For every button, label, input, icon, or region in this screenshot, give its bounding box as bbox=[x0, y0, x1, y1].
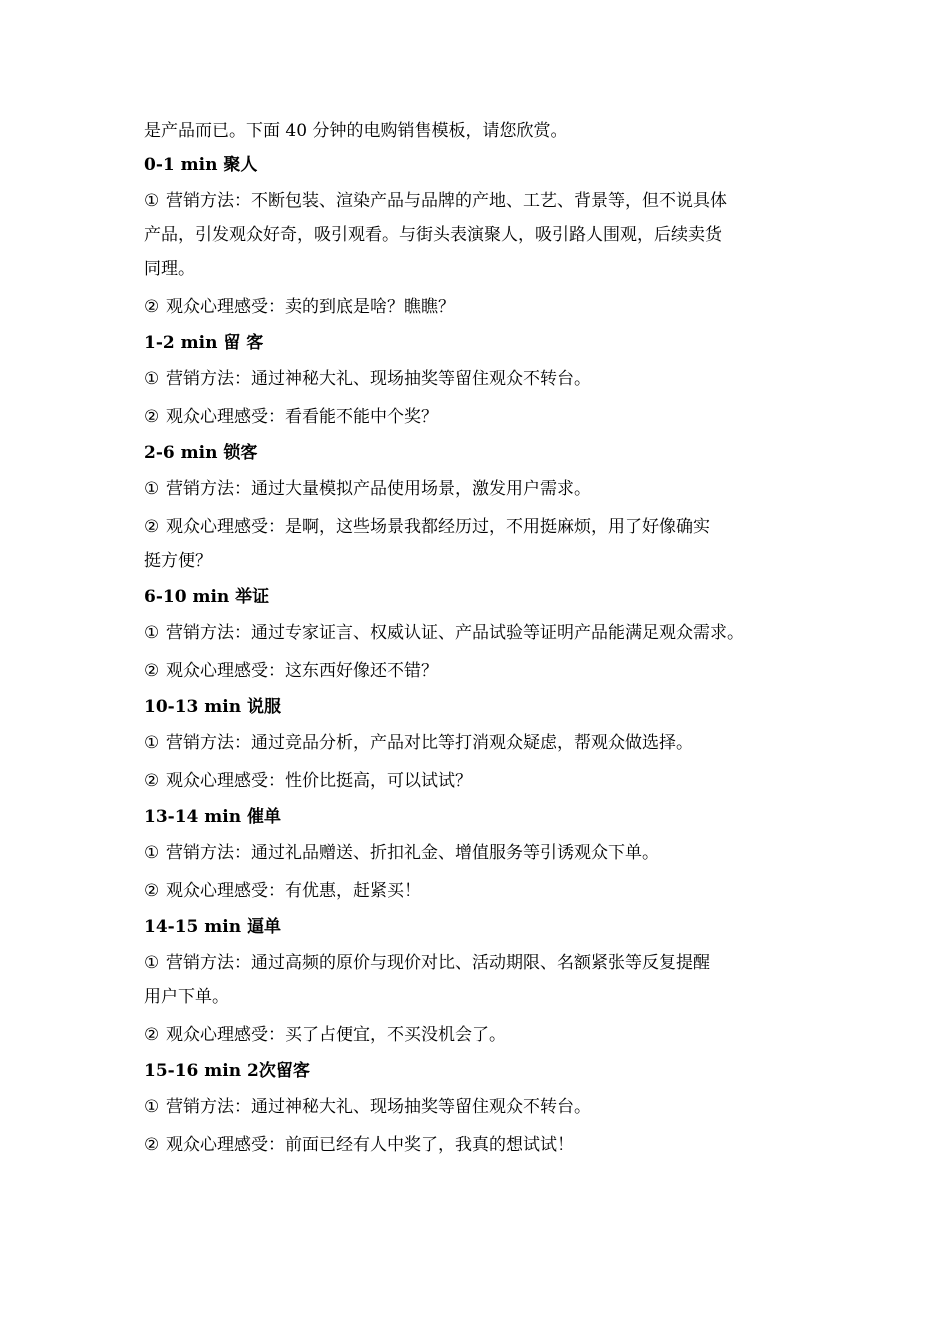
item-text: 同理。 bbox=[144, 259, 195, 279]
item-text: 观众心理感受：性价比挺高，可以试试？ bbox=[166, 771, 472, 791]
list-item bbox=[144, 1128, 824, 1162]
item-marker: ② bbox=[144, 771, 160, 791]
section-heading: 10-13 min 说服 bbox=[144, 697, 282, 717]
item-marker: ② bbox=[144, 407, 160, 427]
list-item bbox=[144, 836, 824, 870]
section-heading: 0-1 min 聚人 bbox=[144, 155, 258, 175]
item-text: 营销方法：通过神秘大礼、现场抽奖等留住观众不转台。 bbox=[166, 369, 591, 389]
item-text: 营销方法：通过竞品分析，产品对比等打消观众疑虑，帮观众做选择。 bbox=[166, 733, 693, 753]
item-text: 观众心理感受：有优惠，赶紧买！ bbox=[166, 881, 421, 901]
item-marker: ② bbox=[144, 517, 160, 537]
item-text: 营销方法：通过大量模拟产品使用场景，激发用户需求。 bbox=[166, 479, 591, 499]
item-text: 用户下单。 bbox=[144, 987, 229, 1007]
item-marker: ① bbox=[144, 369, 160, 389]
section-heading: 1-2 min 留 客 bbox=[144, 333, 264, 353]
section-heading: 13-14 min 催单 bbox=[144, 807, 282, 827]
list-item bbox=[144, 400, 824, 434]
item-text: 观众心理感受：是啊，这些场景我都经历过，不用挺麻烦，用了好像确实 bbox=[166, 517, 710, 537]
item-text: 营销方法：通过专家证言、权威认证、产品试验等证明产品能满足观众需求。 bbox=[166, 623, 744, 643]
item-marker: ② bbox=[144, 1135, 160, 1155]
item-text: 观众心理感受：前面已经有人中奖了，我真的想试试！ bbox=[166, 1135, 574, 1155]
intro-paragraph: 是产品而已。下面 40 分钟的电购销售模板，请您欣赏。 bbox=[144, 121, 568, 141]
item-marker: ① bbox=[144, 733, 160, 753]
item-text: 观众心理感受：这东西好像还不错？ bbox=[166, 661, 438, 681]
list-item bbox=[144, 764, 824, 798]
item-text: 观众心理感受：买了占便宜，不买没机会了。 bbox=[166, 1025, 506, 1045]
section-heading: 2-6 min 锁客 bbox=[144, 443, 258, 463]
item-marker: ② bbox=[144, 1025, 160, 1045]
item-marker: ① bbox=[144, 191, 160, 211]
list-item bbox=[144, 472, 824, 506]
section-heading: 15-16 min 2次留客 bbox=[144, 1061, 310, 1081]
list-item bbox=[144, 510, 824, 578]
item-text: 营销方法：通过礼品赠送、折扣礼金、增值服务等引诱观众下单。 bbox=[166, 843, 659, 863]
item-marker: ① bbox=[144, 1097, 160, 1117]
item-marker: ② bbox=[144, 661, 160, 681]
item-text: 挺方便？ bbox=[144, 551, 212, 571]
item-text: 营销方法：通过神秘大礼、现场抽奖等留住观众不转台。 bbox=[166, 1097, 591, 1117]
list-item bbox=[144, 184, 824, 286]
item-marker: ② bbox=[144, 881, 160, 901]
item-text: 营销方法：通过高频的原价与现价对比、活动期限、名额紧张等反复提醒 bbox=[166, 953, 710, 973]
list-item bbox=[144, 654, 824, 688]
list-item bbox=[144, 362, 824, 396]
item-text: 营销方法：不断包装、渲染产品与品牌的产地、工艺、背景等，但不说具体 bbox=[166, 191, 727, 211]
list-item bbox=[144, 874, 824, 908]
list-item bbox=[144, 290, 824, 324]
item-marker: ② bbox=[144, 297, 160, 317]
list-item bbox=[144, 1018, 824, 1052]
section-heading: 6-10 min 举证 bbox=[144, 587, 270, 607]
item-text: 观众心理感受：看看能不能中个奖？ bbox=[166, 407, 438, 427]
document-body bbox=[144, 116, 824, 1166]
item-text: 观众心理感受：卖的到底是啥？瞧瞧？ bbox=[166, 297, 455, 317]
list-item bbox=[144, 616, 824, 650]
item-marker: ① bbox=[144, 843, 160, 863]
list-item bbox=[144, 1090, 824, 1124]
item-text: 产品，引发观众好奇，吸引观看。与街头表演聚人，吸引路人围观，后续卖货 bbox=[144, 225, 722, 245]
list-item bbox=[144, 946, 824, 1014]
item-marker: ① bbox=[144, 479, 160, 499]
item-marker: ① bbox=[144, 953, 160, 973]
section-heading: 14-15 min 逼单 bbox=[144, 917, 282, 937]
item-marker: ① bbox=[144, 623, 160, 643]
list-item bbox=[144, 726, 824, 760]
